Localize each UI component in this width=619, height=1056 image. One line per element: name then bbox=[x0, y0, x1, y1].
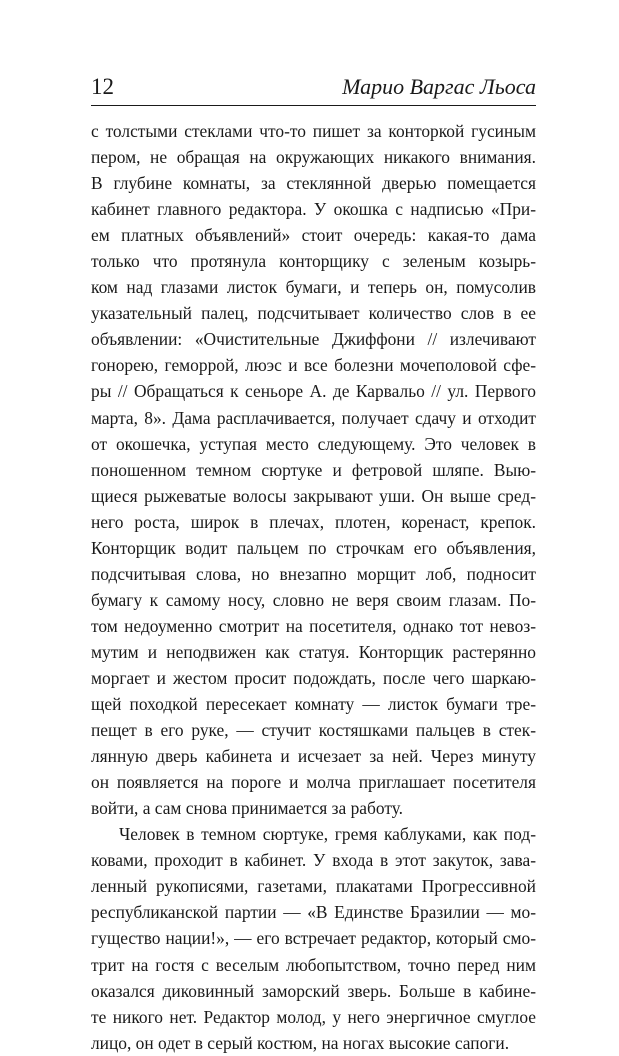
text-line: он появляется на пороге и молча приглашает посетителя bbox=[91, 772, 536, 793]
text-line: щиеся рыжеватые волосы закрывают уши. Он выше сред- bbox=[91, 485, 536, 506]
text-line: бумагу к самому носу, словно не веря своим глазам. По- bbox=[91, 589, 536, 610]
text-line: моргает и жестом просит подождать, после чего шаркаю- bbox=[91, 667, 536, 688]
text-line: ры // Обращаться к сеньоре А. де Карвальо // ул. Первого bbox=[91, 381, 536, 402]
text-line: с толстыми стеклами что-то пишет за конторкой гусиным bbox=[91, 121, 536, 141]
text-line: ленный рукописями, газетами, плакатами Прогрессивной bbox=[91, 876, 536, 897]
text-line: ем платных объявлений» стоит очередь: какая-то дама bbox=[91, 225, 536, 246]
text-line: республиканской партии — «В Единстве Бразилии — мо- bbox=[91, 902, 536, 923]
text-line: ком над глазами листок бумаги, и теперь он, помусолив bbox=[91, 277, 536, 298]
text-line: марта, 8». Дама расплачивается, получает сдачу и отходит bbox=[91, 407, 536, 428]
text-line: указательный палец, подсчитывает количество слов в ее bbox=[91, 303, 536, 324]
text-line: лицо, он одет в серый костюм, на ногах высокие сапоги. bbox=[91, 1032, 510, 1053]
text-line: только что протянула конторщику с зеленым козырь- bbox=[91, 251, 536, 272]
text-line: гущество нации!», — его встречает редактор, который смо- bbox=[91, 928, 536, 949]
text-line: лянную дверь кабинета и исчезает за ней. Через минуту bbox=[91, 746, 536, 767]
text-line: поношенном темном сюртуке и фетровой шляпе. Выю- bbox=[91, 459, 536, 480]
text-line: том недоуменно смотрит на посетителя, однако тот невоз- bbox=[91, 615, 536, 636]
text-line: от окошечка, уступая место следующему. Это человек в bbox=[91, 433, 536, 454]
running-header bbox=[91, 74, 536, 108]
header-rule bbox=[91, 105, 536, 106]
text-line: ковами, проходит в кабинет. У входа в этот закуток, зава- bbox=[91, 850, 536, 871]
text-line: оказался диковинный заморский зверь. Больше в кабине- bbox=[91, 980, 536, 1001]
text-line: объявлении: «Очистительные Джиффони // излечивают bbox=[91, 329, 536, 350]
text-line: него роста, широк в плечах, плотен, коренаст, крепок. bbox=[91, 511, 536, 532]
text-line: пером, не обращая на окружающих никакого внимания. bbox=[91, 147, 536, 168]
text-line: трит на гостя с веселым любопытством, точно перед ним bbox=[91, 954, 536, 975]
text-line: В глубине комнаты, за стеклянной дверью помещается bbox=[91, 173, 536, 194]
text-line: кабинет главного редактора. У окошка с надписью «При- bbox=[91, 199, 536, 220]
page-number: 12 bbox=[91, 74, 114, 99]
text-line: Человек в темном сюртуке, гремя каблуками, как под- bbox=[119, 824, 536, 845]
paragraph bbox=[91, 118, 536, 821]
running-title: Марио Варгас Льоса bbox=[342, 74, 536, 99]
text-line: Конторщик водит пальцем по строчкам его объявления, bbox=[91, 537, 536, 558]
text-line: щей походкой пересекает комнату — листок бумаги тре- bbox=[91, 694, 536, 715]
body-text bbox=[91, 118, 536, 1056]
text-line: мутим и неподвижен как статуя. Конторщик растерянно bbox=[91, 641, 536, 662]
paragraph bbox=[91, 821, 536, 1055]
text-line: пещет в его руке, — стучит костяшками пальцев в стек- bbox=[91, 720, 536, 741]
text-line: те никого нет. Редактор молод, у него энергичное смуглое bbox=[91, 1006, 536, 1027]
text-line: войти, а сам снова принимается за работу. bbox=[91, 798, 403, 819]
text-line: гонорею, геморрой, люэс и все болезни мочеполовой сфе- bbox=[91, 355, 536, 376]
text-line: подсчитывая слова, но внезапно морщит лоб, подносит bbox=[91, 563, 536, 584]
